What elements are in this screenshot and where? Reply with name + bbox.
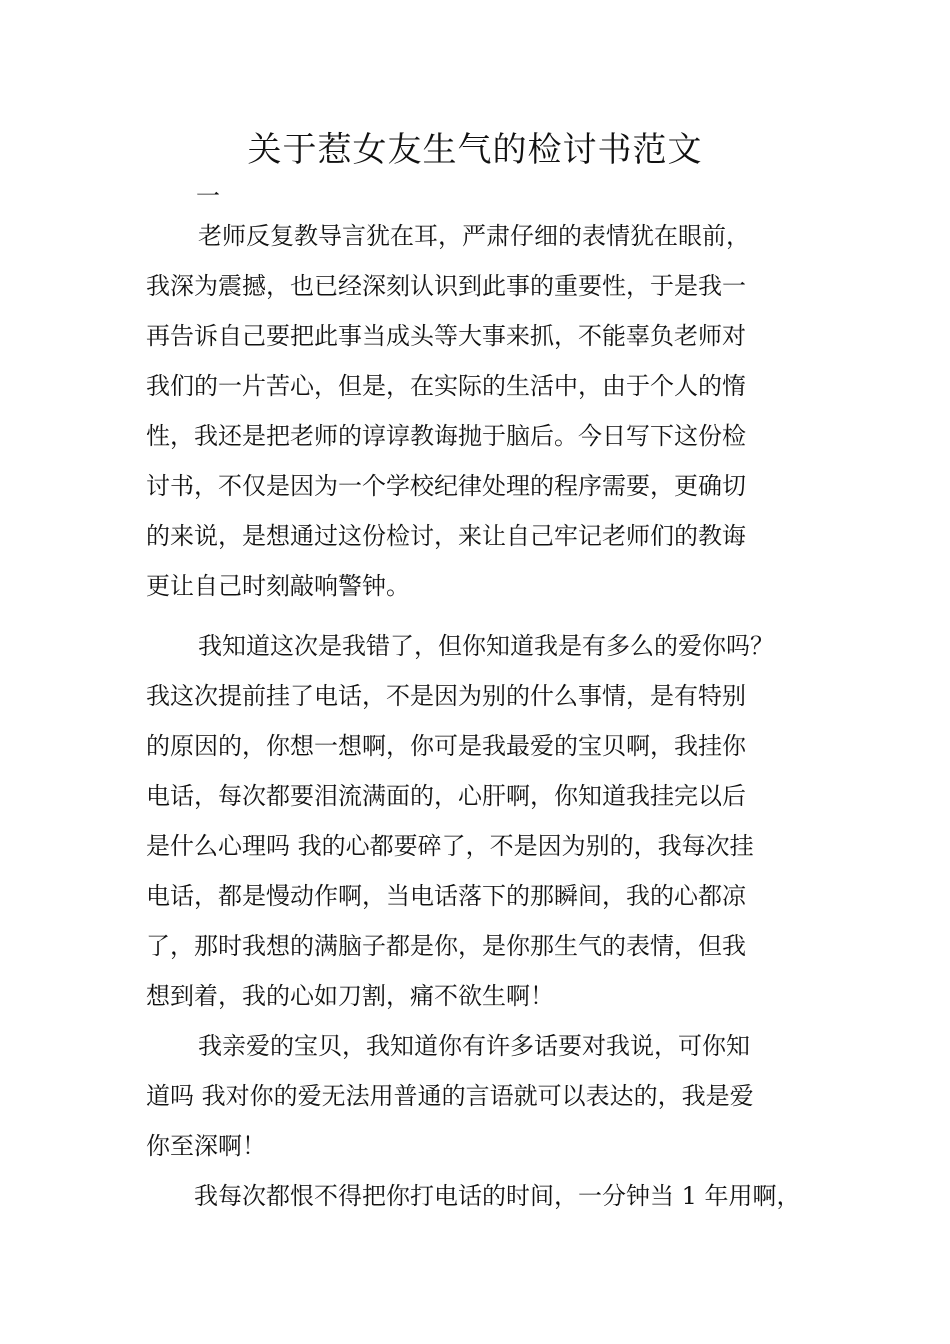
paragraph-line: 我这次提前挂了电话，不是因为别的什么事情，是有特别 <box>146 682 746 710</box>
section-number: 一 <box>196 182 220 210</box>
paragraph-line: 电话，每次都要泪流满面的，心肝啊，你知道我挂完以后 <box>146 782 746 810</box>
paragraph-line: 讨书，不仅是因为一个学校纪律处理的程序需要，更确切 <box>146 472 746 500</box>
paragraph-line: 我亲爱的宝贝，我知道你有许多话要对我说，可你知 <box>198 1032 750 1060</box>
paragraph-line: 更让自己时刻敲响警钟。 <box>146 572 410 600</box>
paragraph-line: 老师反复教导言犹在耳，严肃仔细的表情犹在眼前， <box>198 222 750 250</box>
paragraph-line: 我们的一片苦心，但是，在实际的生活中，由于个人的惰 <box>146 372 746 400</box>
paragraph-line: 我知道这次是我错了，但你知道我是有多么的爱你吗？ <box>198 632 774 660</box>
paragraph-line: 再告诉自己要把此事当成头等大事来抓，不能辜负老师对 <box>146 322 746 350</box>
paragraph-line: 了，那时我想的满脑子都是你，是你那生气的表情，但我 <box>146 932 746 960</box>
document-title: 关于惹女友生气的检讨书范文 <box>247 130 703 170</box>
paragraph-line: 的原因的，你想一想啊，你可是我最爱的宝贝啊，我挂你 <box>146 732 746 760</box>
paragraph-line: 你至深啊！ <box>146 1132 266 1160</box>
paragraph-line: 我每次都恨不得把你打电话的时间，一分钟当 1 年用啊， <box>194 1182 801 1210</box>
paragraph-2 <box>146 621 836 1021</box>
paragraph-line: 我深为震撼，也已经深刻认识到此事的重要性，于是我一 <box>146 272 746 300</box>
paragraph-3 <box>146 1021 836 1171</box>
paragraph-line: 想到着，我的心如刀割，痛不欲生啊！ <box>146 982 554 1010</box>
paragraph-line: 电话，都是慢动作啊，当电话落下的那瞬间，我的心都凉 <box>146 882 746 910</box>
paragraph-line: 的来说，是想通过这份检讨，来让自己牢记老师们的教诲 <box>146 522 746 550</box>
paragraph-line: 性，我还是把老师的谆谆教诲抛于脑后。今日写下这份检 <box>146 422 746 450</box>
paragraph-4 <box>146 1171 846 1221</box>
paragraph-line: 是什么心理吗 我的心都要碎了，不是因为别的，我每次挂 <box>146 832 754 860</box>
paragraph-line: 道吗 我对你的爱无法用普通的言语就可以表达的，我是爱 <box>146 1082 754 1110</box>
paragraph-1 <box>146 211 836 611</box>
